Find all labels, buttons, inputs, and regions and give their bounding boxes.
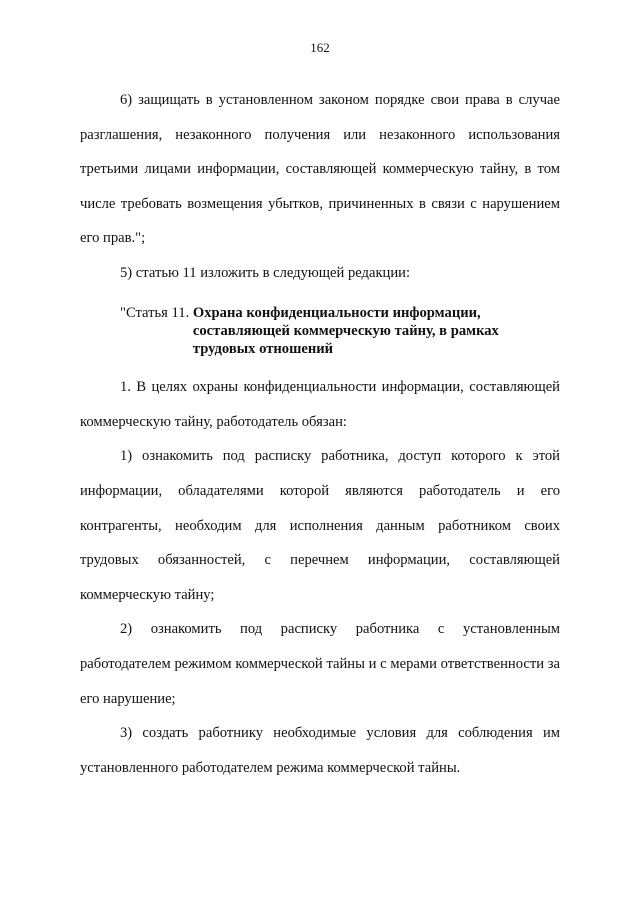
page-number: 162: [310, 40, 330, 55]
document-body: [80, 83, 560, 785]
paragraph-item-5-statute: 5) статью 11 изложить в следующей редакции:: [120, 264, 411, 281]
paragraph-subclause-3: 3) создать работнику необходимые условия для соблюдения им установленного работодателем режима коммерческой тайны.: [80, 725, 560, 776]
article-title: [193, 304, 499, 359]
article-title-line: Охрана конфиденциальности информации,: [192, 304, 481, 321]
article-title-line: составляющей коммерческую тайну, в рамках: [192, 322, 499, 339]
paragraph-clause-1: 1. В целях охраны конфиденциальности информации, составляющей коммерческую тайну, работодатель обязан:: [80, 379, 560, 430]
paragraph-subclause-2: 2) ознакомить под расписку работника с установленным работодателем режимом коммерческой тайны и с мерами ответственности за его нарушение;: [80, 621, 560, 707]
article-number: "Статья 11.: [120, 304, 193, 321]
paragraph-subclause-1: 1) ознакомить под расписку работника, доступ которого к этой информации, обладателями которой являются работодатель и его контрагенты, необходим для исполнения данным работником своих трудовых обязанностей, с перечнем информации, составляющей коммерческую тайну;: [80, 448, 560, 603]
article-heading: [80, 304, 560, 359]
article-title-line: трудовых отношений: [192, 340, 334, 357]
paragraph-item-6: 6) защищать в установленном законом порядке свои права в случае разглашения, незаконного получения или незаконного использования третьими лицами информации, составляющей коммерческую тайну, в том числе требовать возмещения убытков, причиненных в связи с нарушением его прав.";: [80, 92, 560, 247]
